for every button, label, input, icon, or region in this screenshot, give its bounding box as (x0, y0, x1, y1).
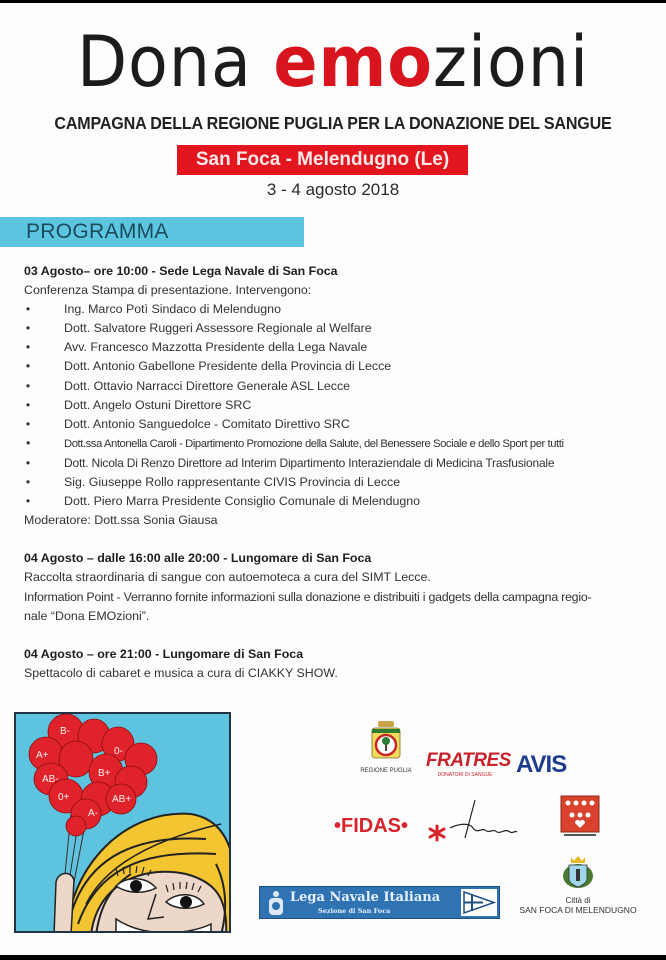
speaker-item (24, 338, 654, 357)
speaker-item (24, 396, 654, 415)
speaker-item (24, 492, 654, 511)
speaker-text: Dott. Ottavio Narracci Direttore Generale ASL Lecce (64, 378, 351, 393)
balloon-label: B- (60, 726, 70, 737)
bullet-icon: • (25, 455, 31, 470)
fidas-text: •FIDAS• (334, 815, 409, 837)
people-chain-icon (560, 795, 600, 839)
speaker-item (24, 434, 654, 454)
speaker-item (24, 319, 654, 338)
asterisk-signature-icon (425, 798, 525, 848)
bullet-icon: • (25, 416, 31, 431)
city-label-line1: Città di (565, 896, 591, 905)
lega-navale-title: Lega Navale Italiana (290, 890, 441, 905)
lega-navale-subtitle: Sezione di San Foca (318, 907, 391, 915)
event-3-line: Spettacolo di cabaret e musica a cura di CIAKKY SHOW. (24, 665, 338, 680)
lega-navale-logo (259, 886, 500, 919)
event-3-heading: 04 Agosto – ore 21:00 - Lungomare di San Foca (24, 646, 304, 661)
speaker-text: Dott. Piero Marra Presidente Consiglio Comunale di Melendugno (64, 494, 421, 509)
donor-illustration (14, 712, 231, 933)
avis-text: AVIS (516, 751, 567, 778)
programma-label: PROGRAMMA (26, 220, 169, 243)
speaker-item (24, 473, 654, 492)
balloon-label: 0- (114, 746, 123, 757)
municipal-association-logo (560, 795, 600, 839)
bullet-icon: • (25, 494, 31, 509)
balloon-label: AB- (42, 774, 59, 785)
balloon-label: A+ (36, 750, 49, 761)
pennant-flag-icon (461, 889, 497, 916)
speaker-text: Avv. Francesco Mazzotta Presidente della Lega Navale (64, 340, 368, 355)
speaker-item (24, 357, 654, 376)
bullet-icon: • (26, 435, 30, 450)
balloon-label: 0+ (58, 792, 70, 803)
bullet-icon: • (25, 397, 31, 412)
bullet-icon: • (25, 302, 31, 317)
location-banner: San Foca - Melendugno (Le) (177, 145, 468, 175)
event-2-line: nale “Dona EMOzioni”. (24, 608, 150, 623)
city-coat-of-arms-icon (560, 855, 596, 889)
speaker-item (24, 300, 654, 319)
event-1-intro: Conferenza Stampa di presentazione. Intervengono: (24, 283, 312, 298)
poster-title (23, 17, 642, 107)
event-2-line: Raccolta straordinaria di sangue con autoemoteca a cura del SIMT Lecce. (24, 570, 431, 585)
fratres-logo (426, 750, 511, 778)
girl-with-balloons-illustration (16, 714, 231, 933)
title-part2: zioni (432, 21, 590, 103)
speaker-text: Dott. Nicola Di Renzo Direttore ad Interim Dipartimento Interaziendale di Medicina Trasfusionale (64, 455, 555, 470)
programma-header (0, 217, 304, 247)
signature-logo (425, 798, 525, 848)
bullet-icon: • (25, 378, 31, 393)
event-1-heading: 03 Agosto– ore 10:00 - Sede Lega Navale di San Foca (24, 264, 338, 278)
balloon-label: AB+ (112, 794, 132, 805)
speaker-text: Dott. Salvatore Ruggeri Assessore Regionale al Welfare (64, 321, 372, 336)
fratres-subtitle: DONATORI DI SANGUE (437, 772, 493, 778)
bullet-icon: • (25, 359, 31, 374)
bullet-icon: • (25, 475, 31, 490)
title-highlight: emo (273, 21, 433, 103)
city-logo (508, 855, 648, 915)
speaker-text: Dott. Antonio Gabellone Presidente della Provincia di Lecce (64, 359, 392, 374)
speaker-item (24, 415, 654, 434)
balloon-label: A- (88, 808, 98, 819)
regione-puglia-logo (358, 719, 414, 774)
speaker-item (24, 454, 654, 473)
speaker-item (24, 377, 654, 396)
event-dates: 3 - 4 agosto 2018 (266, 180, 400, 199)
bottom-frame-bar (0, 955, 666, 960)
poster (0, 3, 666, 955)
speaker-text: Dott. Angelo Ostuni Direttore SRC (64, 397, 252, 412)
speaker-text: Sig. Giuseppe Rollo rappresentante CIVIS Provincia di Lecce (64, 475, 401, 490)
regione-puglia-label: REGIONE PUGLIA (360, 768, 412, 774)
speaker-text: Dott. Antonio Sanguedolce - Comitato Direttivo SRC (64, 416, 350, 431)
event-2-line: Information Point - Verranno fornite informazioni sulla donazione e distribuiti i gadgets della campagna regio- (24, 589, 592, 604)
bullet-icon: • (25, 340, 31, 355)
fratres-text: FRATRES (426, 750, 511, 771)
speaker-text: Ing. Marco Potì Sindaco di Melendugno (64, 302, 281, 317)
title-part1: Dona (76, 21, 274, 103)
speaker-text: Dott.ssa Antonella Caroli - Dipartimento Promozione della Salute, del Benessere Sociale e dello Sport per tutti (64, 437, 564, 450)
event-2-heading: 04 Agosto – dalle 16:00 alle 20:00 - Lungomare di San Foca (24, 551, 372, 566)
program-list (24, 262, 654, 683)
moderator: Moderatore: Dott.ssa Sonia Giausa (24, 513, 218, 528)
regione-puglia-crest-icon (358, 719, 414, 763)
bullet-icon: • (25, 321, 31, 336)
anchor-badge-icon (266, 889, 286, 917)
city-label-line2: SAN FOCA DI MELENDUGNO (519, 905, 637, 915)
fidas-logo (334, 815, 409, 838)
avis-logo (516, 751, 591, 779)
balloon-label: B+ (98, 768, 111, 779)
campaign-subtitle: CAMPAGNA DELLA REGIONE PUGLIA PER LA DONAZIONE DEL SANGUE (54, 113, 612, 133)
